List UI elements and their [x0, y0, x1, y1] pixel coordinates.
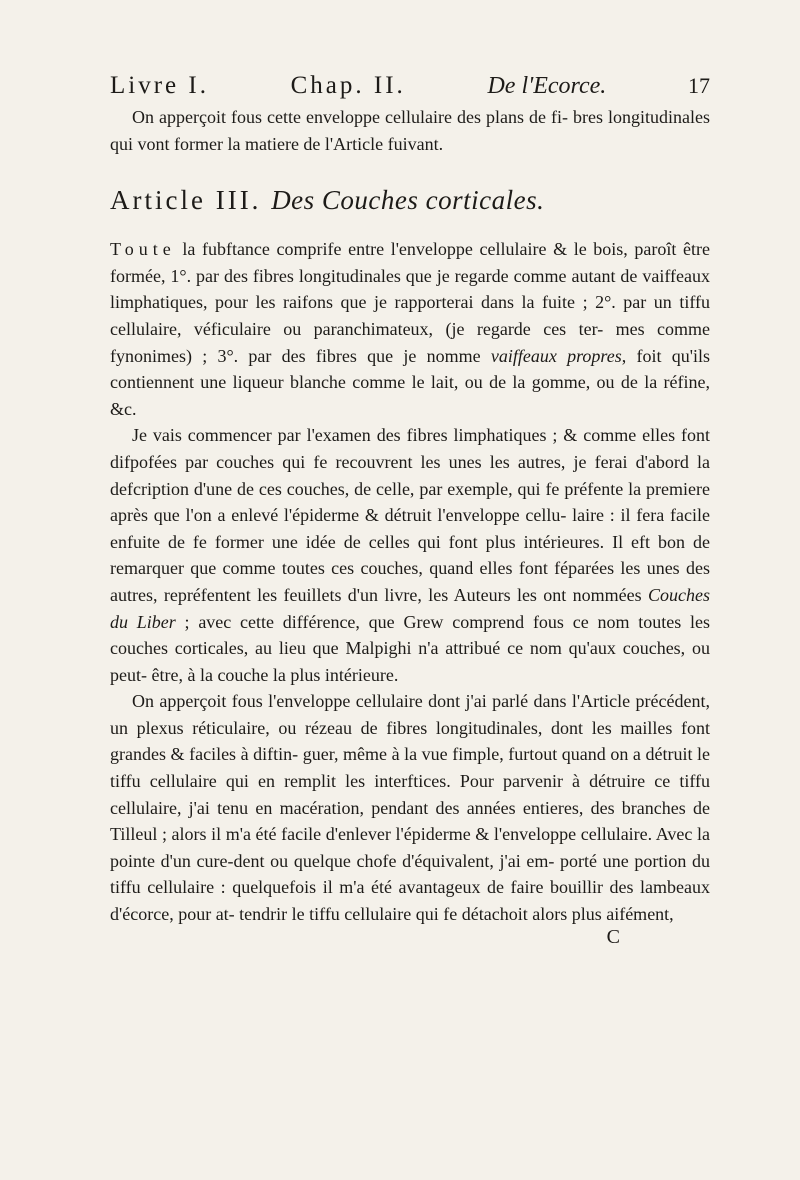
page [110, 72, 710, 949]
paragraph-2-text: Je vais commencer par l'examen des fibres limphatiques ; & comme elles font difpofées par couches qui fe recouvrent les unes les autres, je ferai d'abord la defcription d'une de ces couches, de celle, par exemple, qui fe préfente la premiere après que l'on a enlevé l'épiderme & détruit l'enveloppe cellu- laire : il fera facile enfuite de fe former une idée de celles qui font plus intérieures. Il eft bon de remarquer que comme toutes ces couches, quand elles font féparées les unes des autres, repréfentent les feuillets d'un livre, les Auteurs les ont nommées [110, 425, 710, 605]
paragraph-2-tail: ; avec cette différence, que Grew comprend fous ce nom toutes les couches corticales, au lieu que Malpighi n'a attribué ce nom qu'aux couches, ou peut- être, à la couche la plus intérieure. [110, 611, 710, 685]
paragraph-3: On apperçoit fous l'enveloppe cellulaire dont j'ai parlé dans l'Article précédent, un plexus réticulaire, ou rézeau de fibres longitudinales, dont les mailles font grandes & faciles à diftin- guer, même à la vue fimple, furtout quand on a détruit le tiffu cellulaire qui en remplit les interftices. Pour parvenir à détruire ce tiffu cellulaire, j'ai tenu en macération, pendant des années entieres, des branches de Tilleul ; alors il m'a été facile d'enlever l'épiderme & l'enveloppe cellulaire. Avec la pointe d'un cure-dent ou quelque chofe d'équivalent, j'ai em- porté une portion du tiffu cellulaire : quelquefois il m'a été avantageux de faire bouillir des lambeaux d'écorce, pour at- tendrir le tiffu cellulaire qui fe détachoit alors plus aifément, [110, 691, 710, 925]
header-livre: Livre I. [110, 72, 209, 99]
paragraph-1-italic: vaiffeaux propres [490, 345, 622, 366]
paragraph-1-tail: , foit qu'ils contiennent une liqueur blanche comme le lait, ou de la gomme, ou de la réfine, &c. [110, 345, 710, 419]
paragraph-2-italic: Couches du Liber [110, 584, 710, 632]
running-head [110, 72, 710, 100]
page-number: 17 [687, 73, 710, 98]
header-chap: Chap. II. [290, 72, 406, 99]
article-title: Des Couches corticales. [271, 185, 545, 216]
article-heading [110, 185, 710, 216]
intro-paragraph: On apperçoit fous cette enveloppe cellulaire des plans de fi- bres longitudinales qui vont former la matiere de l'Article fuivant. [110, 107, 710, 154]
paragraph-2 [110, 422, 710, 688]
paragraph-1 [110, 236, 710, 422]
header-title: De l'Ecorce. [487, 73, 607, 99]
article-label: Article III. [110, 185, 262, 216]
signature-mark: C [606, 925, 620, 948]
paragraph-1-lead: Toute [110, 239, 176, 260]
paragraph-1-text: la fubftance comprife entre l'enveloppe cellulaire & le bois, paroît être formée, 1°. par des fibres longitudinales que je regarde comme autant de vaiffeaux limphatiques, pour les raifons que je rapporterai dans la fuite ; 2°. par un tiffu cellulaire, véficulaire ou paranchimateux, (je regarde ces ter- mes comme fynonimes) ; 3°. par des fibres que je nomme [110, 239, 710, 366]
